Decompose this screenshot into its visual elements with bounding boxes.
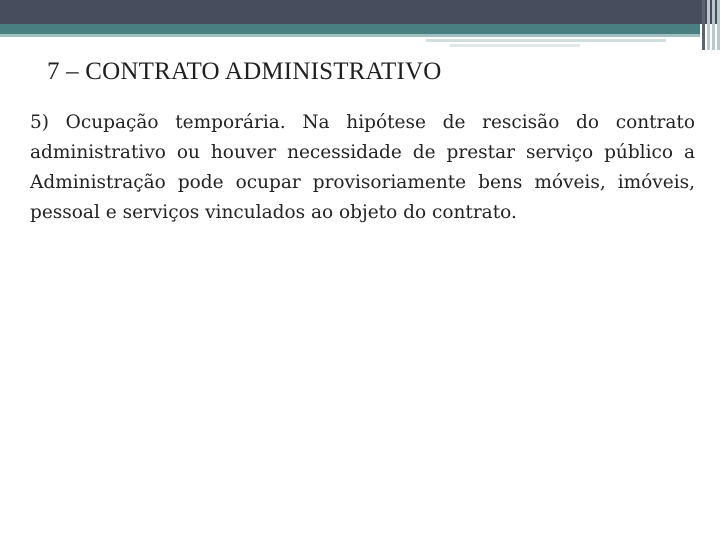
slide-header-accent-light bbox=[0, 34, 700, 37]
slide-header-bar bbox=[0, 0, 720, 24]
slide-corner-decoration bbox=[698, 0, 720, 50]
slide-header-accent-line-short bbox=[450, 44, 580, 47]
slide-header-accent-band bbox=[0, 24, 700, 34]
slide-body-paragraph: 5) Ocupação temporária. Na hipótese de rescisão do contrato administrativo ou houver necessidade de prestar serviço público a Administração pode ocupar provisoriamente bens móveis, imóveis, pessoal e serviços vinculados ao objeto do contrato. bbox=[30, 112, 695, 223]
slide-title: 7 – CONTRATO ADMINISTRATIVO bbox=[47, 58, 442, 85]
slide-header-accent-line bbox=[426, 39, 666, 42]
